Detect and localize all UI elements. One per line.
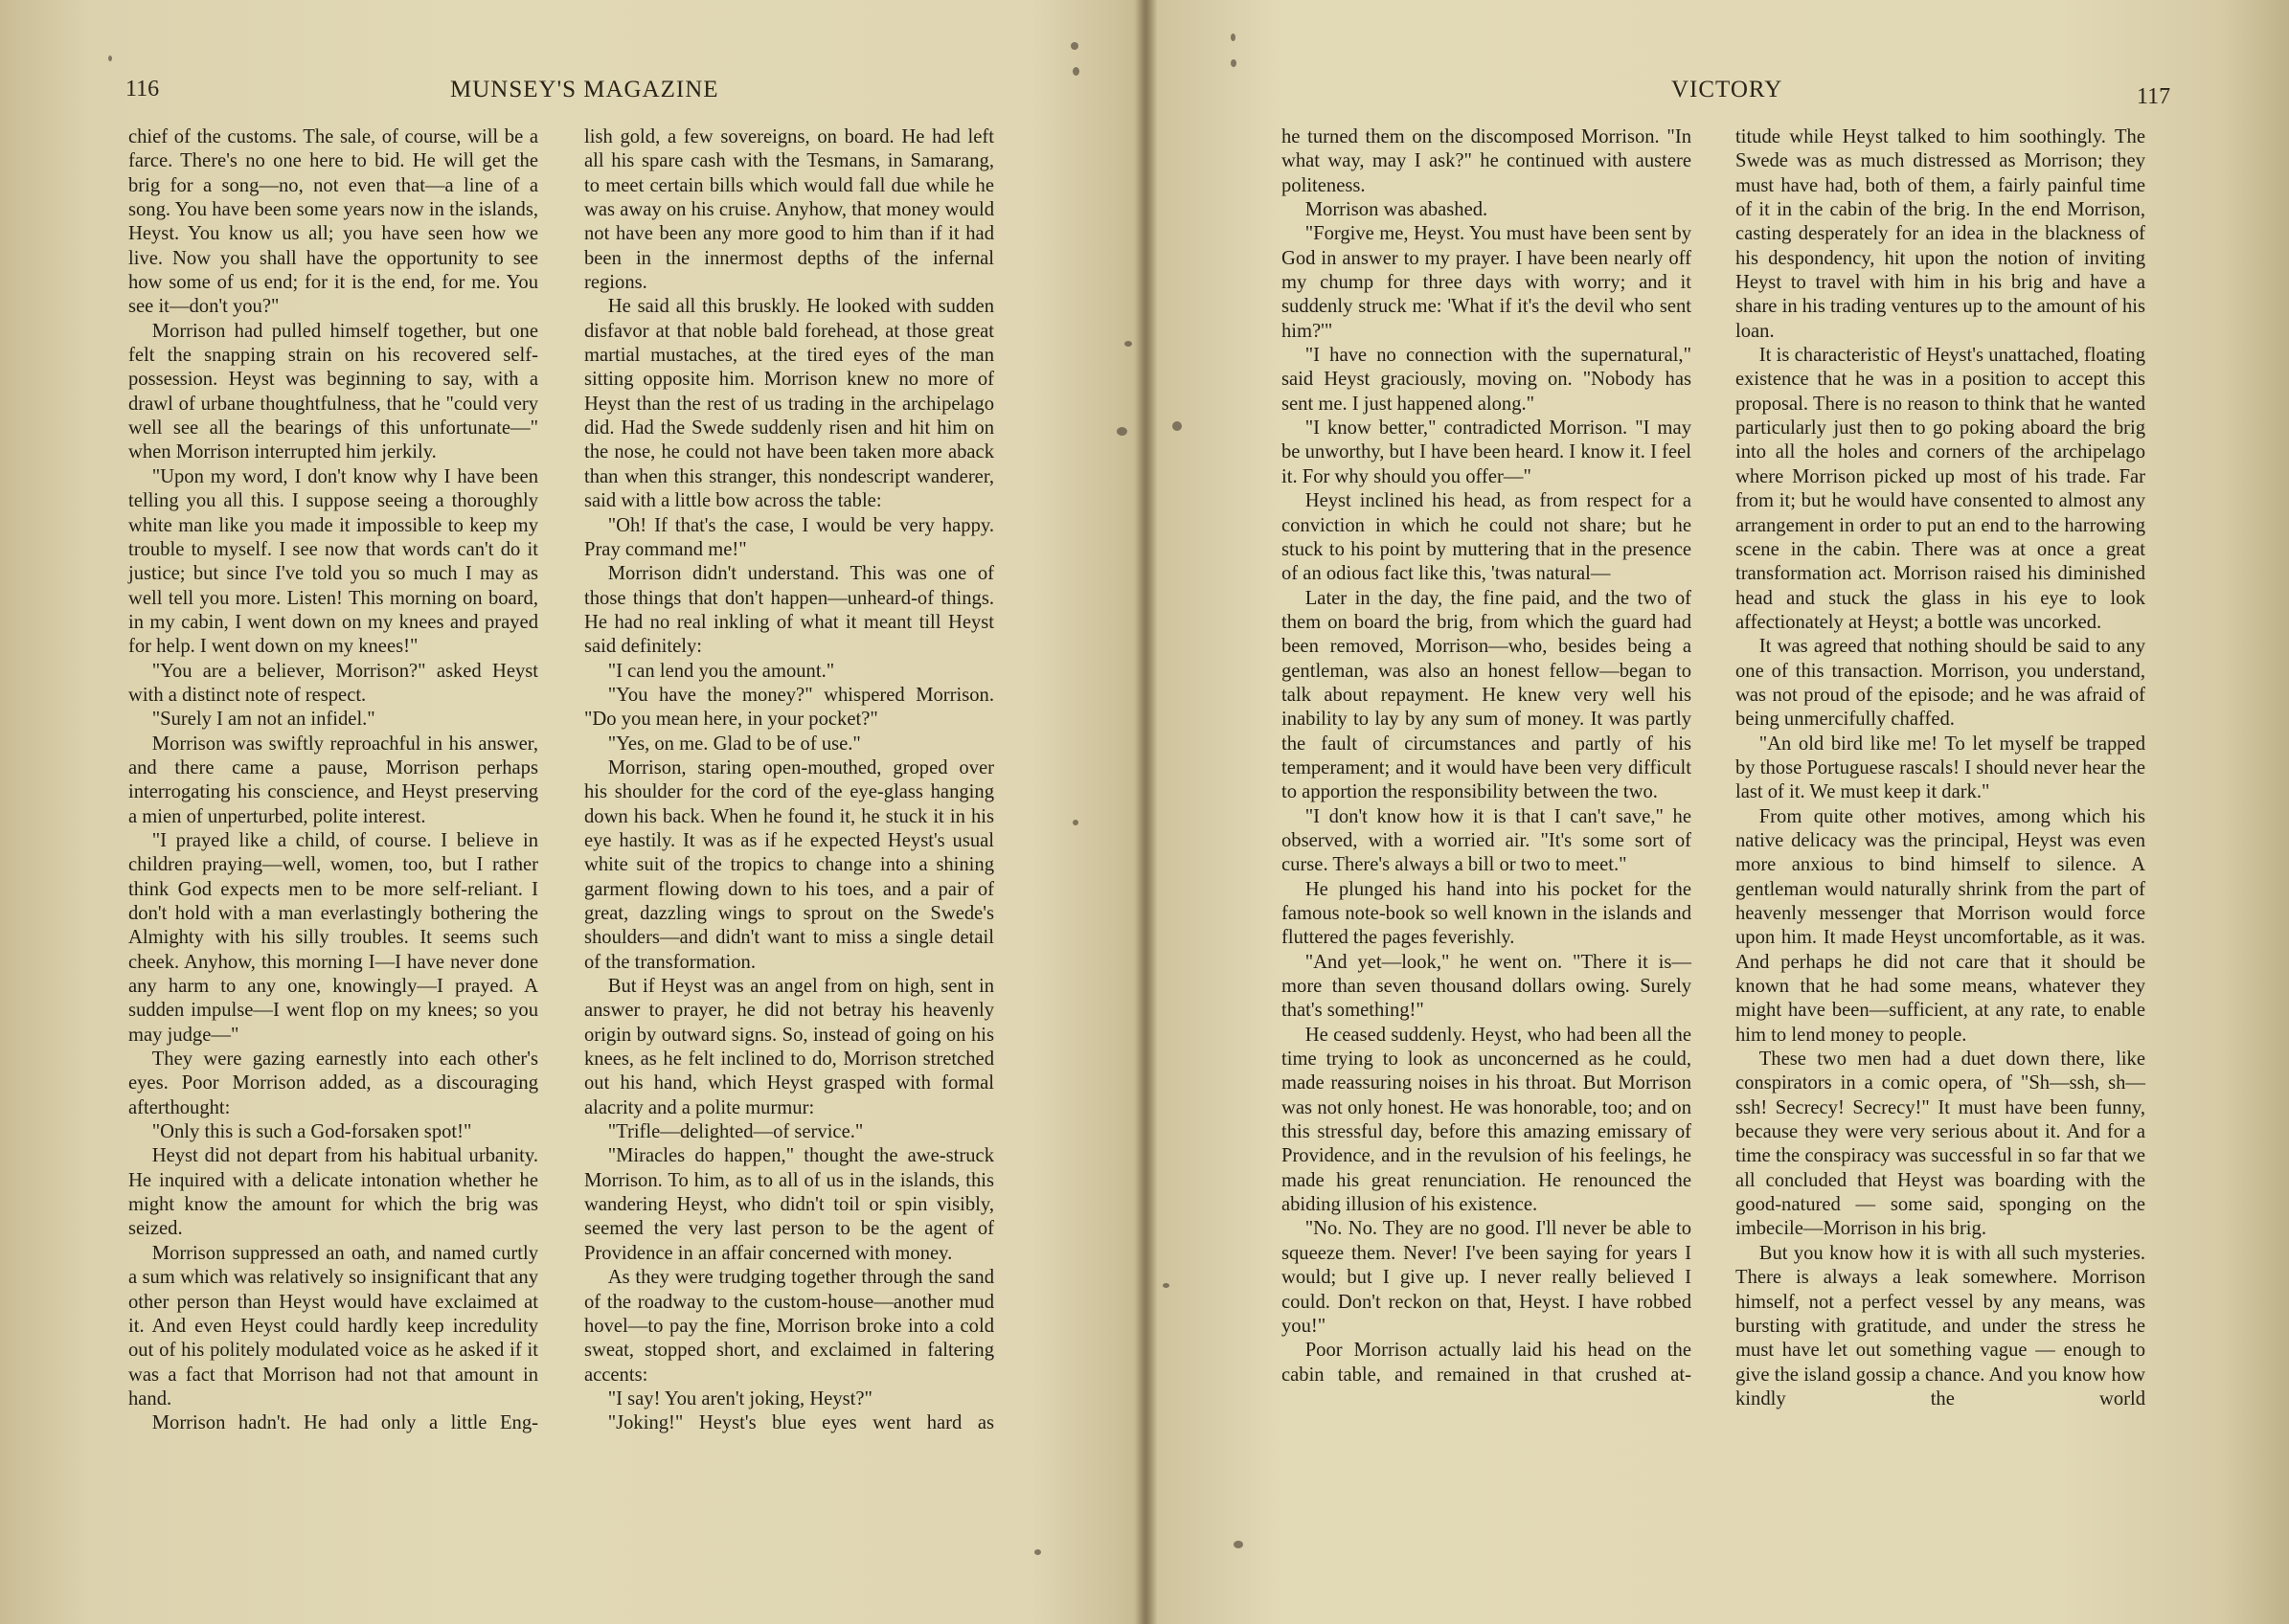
paragraph: "Trifle—delighted—of service." xyxy=(607,1121,864,1143)
text-column xyxy=(1281,125,1691,1387)
paragraph: "You are a believer, Morrison?" asked Heyst with a distinct note of respect. xyxy=(128,660,538,706)
running-head: VICTORY xyxy=(1671,77,1783,102)
paragraph: "I don't know how it is that I can't save," he observed, with a worried air. "It's some sort of curse. There's always a bill or two to meet." xyxy=(1281,805,1691,876)
paragraph: Poor Morrison actually laid his head on the cabin table, and remained in that crushed at- xyxy=(1281,1340,1691,1386)
paragraph: Morrison was swiftly reproachful in his answer, and there came a pause, Morrison perhaps interrogating his conscience, and Heyst preserving a mien of unperturbed, polite interest. xyxy=(128,733,538,827)
paragraph: Heyst did not depart from his habitual urbanity. He inquired with a delicate intonation whether he might know the amount for which the brig was seized. xyxy=(128,1145,538,1240)
paragraph: Morrison hadn't. He had only a little Eng- xyxy=(151,1412,538,1434)
paragraph: Heyst inclined his head, as from respect for a conviction in which he could not share; but he stuck to his point by muttering that in the presence of an odious fact like this, 'twas natural— xyxy=(1281,490,1691,585)
paper-speck xyxy=(1172,421,1182,431)
paragraph: "Miracles do happen," thought the awe-struck Morrison. To him, as to all of us in the islands, this wandering Heyst, who didn't toil or spin visibly, seemed the very last person to be the agent of Providence in an affair concerned with money. xyxy=(584,1145,994,1264)
text-column xyxy=(584,125,994,1436)
paper-speck xyxy=(1071,42,1078,50)
paper-speck xyxy=(1163,1283,1169,1288)
paragraph: "I know better," contradicted Morrison. "I may be unworthy, but I have been heard. I know it. I feel it. For why should you offer—" xyxy=(1281,417,1691,487)
paragraph: From quite other motives, among which his native delicacy was the principal, Heyst was even more anxious to bind himself to silence. A gentleman would naturally shrink from the part of heavenly messenger that Morrison would force upon him. It made Heyst uncomfortable, as it was. And perhaps he did not care that it should be known that he had some means, whatever they might have been—sufficient, at any rate, to enable him to lend money to people. xyxy=(1735,805,2145,1046)
paragraph: he turned them on the discomposed Morrison. "In what way, may I ask?" he continued with austere politeness. xyxy=(1281,126,1691,196)
paragraph: "Oh! If that's the case, I would be very happy. Pray command me!" xyxy=(584,514,994,560)
paragraph: As they were trudging together through the sand of the roadway to the custom-house—another mud hovel—to pay the fine, Morrison broke into a cold sweat, stopped short, and exclaimed in faltering accents: xyxy=(584,1267,994,1386)
paper-speck xyxy=(1034,1549,1041,1555)
paragraph: It is characteristic of Heyst's unattached, floating existence that he was in a position to accept this proposal. There is no reason to think that he wanted particularly just then to go poking aboard the brig into all the holes and corners of the archipelago where Morrison picked up most of his trade. Far from it; but he would have consented to almost any arrangement in order to put an end to the harrowing scene in the cabin. There was at once a great transformation act. Morrison raised his diminished head and stuck the glass in his eye to look affectionately at Heyst; a bottle was uncorked. xyxy=(1735,345,2145,633)
paragraph: lish gold, a few sovereigns, on board. He had left all his spare cash with the Tesmans, in Samarang, to meet certain bills which would fall due while he was away on his cruise. Anyhow, that money would not have been any more good to him than if it had been in the innermost depths of the infernal regions. xyxy=(584,126,994,294)
paragraph: Morrison was abashed. xyxy=(1304,199,1488,221)
paragraph: "And yet—look," he went on. "There it is—more than seven thousand dollars owing. Surely that's something!" xyxy=(1281,951,1691,1022)
paper-speck xyxy=(1124,341,1132,347)
paragraph: chief of the customs. The sale, of course, will be a farce. There's no one here to bid. He will get the brig for a song—no, not even that—a line of a song. You have been some years now in the islands, Heyst. You know us all; you have seen how we live. Now you shall have the opportunity to see how some of us end; for it is the end, for me. You see it—don't you?" xyxy=(128,126,538,318)
paper-speck xyxy=(1117,427,1127,436)
paper-speck xyxy=(1073,820,1078,825)
paragraph: "Forgive me, Heyst. You must have been sent by God in answer to my prayer. I have been nearly off my chump for three days with worry; and it suddenly struck me: 'What if it's the devil who sent him?'" xyxy=(1281,223,1691,342)
paragraph: "I can lend you the amount." xyxy=(607,660,835,682)
paragraph: "I have no connection with the supernatural," said Heyst graciously, moving on. "Nobody has sent me. I just happened along." xyxy=(1281,345,1691,415)
paragraph: It was agreed that nothing should be said to any one of this transaction. Morrison, you understand, was not proud of the episode; and he was afraid of being unmercifully chaffed. xyxy=(1735,636,2145,731)
text-column xyxy=(128,125,538,1436)
paragraph: But you know how it is with all such mysteries. There is always a leak somewhere. Morrison himself, not a perfect vessel by any means, was bursting with gratitude, and under the stress he must have let out something vague — enough to give the island gossip a chance. And you know how kindly the world xyxy=(1735,1242,2145,1410)
paragraph: "Upon my word, I don't know why I have been telling you all this. I suppose seeing a thoroughly white man like you made it impossible to keep my trouble to myself. I see now that words can't do it justice; but since I've told you so much I may as well tell you more. Listen! This morning on board, in my cabin, I went down on my knees and prayed for help. I went down on my knees!" xyxy=(128,465,538,658)
paper-speck xyxy=(1231,34,1235,41)
paragraph: "Surely I am not an infidel." xyxy=(151,709,375,731)
paragraph: Morrison, staring open-mouthed, groped over his shoulder for the cord of the eye-glass hanging down his back. When he found it, he stuck it in his eye hastily. It was as if he expected Heyst's usual white suit of the tropics to change into a shining garment flowing down to his toes, and a pair of great, dazzling wings to sprout on the Swede's shoulders—and didn't want to miss a single detail of the transformation. xyxy=(584,756,994,973)
paragraph: "Yes, on me. Glad to be of use." xyxy=(607,733,861,755)
paragraph: "You have the money?" whispered Morrison. "Do you mean here, in your pocket?" xyxy=(584,684,994,731)
text-column xyxy=(1735,125,2145,1411)
paper-speck xyxy=(1073,67,1079,76)
paragraph: "Joking!" Heyst's blue eyes went hard as xyxy=(607,1412,994,1434)
paper-speck xyxy=(1231,59,1236,67)
paragraph: "I say! You aren't joking, Heyst?" xyxy=(607,1387,873,1410)
page-number: 116 xyxy=(125,77,160,102)
paragraph: "An old bird like me! To let myself be trapped by those Portuguese rascals! I should never hear the last of it. We must keep it dark." xyxy=(1735,733,2145,803)
running-head: MUNSEY'S MAGAZINE xyxy=(450,77,719,102)
paragraph: Morrison suppressed an oath, and named curtly a sum which was relatively so insignificant that any other person than Heyst would have exclaimed at it. And even Heyst could hardly keep incredulity out of his politely modulated voice as he asked if it was a fact that Morrison had not that amount in hand. xyxy=(128,1242,538,1410)
paragraph: He ceased suddenly. Heyst, who had been all the time trying to look as unconcerned as he could, made reassuring noises in his throat. But Morrison was not only honest. He was honorable, too; and on this stressful day, before this amazing emissary of Providence, and in the revulsion of his feelings, he made his great renunciation. He renounced the abiding illusion of his existence. xyxy=(1281,1024,1691,1216)
paragraph: "I prayed like a child, of course. I believe in children praying—well, women, too, but I rather think God expects men to be more self-reliant. I don't hold with a man everlastingly bothering the Almighty with his silly troubles. It seems such cheek. Anyhow, this morning I—I have never done any harm to any one, knowingly—I prayed. A sudden impulse—I went flop on my knees; so you may judge—" xyxy=(128,829,538,1046)
page-number: 117 xyxy=(2137,84,2171,109)
paragraph: "Only this is such a God-forsaken spot!" xyxy=(151,1121,472,1143)
paragraph: He plunged his hand into his pocket for the famous note-book so well known in the islands and fluttered the pages feverishly. xyxy=(1281,878,1691,949)
right-page xyxy=(1145,0,2289,1624)
paper-speck xyxy=(108,56,112,61)
paragraph: titude while Heyst talked to him soothingly. The Swede was as much distressed as Morrison; they must have had, both of them, a fairly painful time of it in the cabin of the brig. In the end Morrison, casting desperately for an idea in the blackness of his despondency, hit upon the notion of inviting Heyst to travel with him in his brig and have a share in his trading ventures up to the amount of his loan. xyxy=(1735,126,2145,342)
paragraph: But if Heyst was an angel from on high, sent in answer to prayer, he did not betray his heavenly origin by outward signs. So, instead of going on his knees, as he felt inclined to do, Morrison stretched out his hand, which Heyst grasped with formal alacrity and a polite murmur: xyxy=(584,976,994,1118)
paragraph: They were gazing earnestly into each other's eyes. Poor Morrison added, as a discouraging afterthought: xyxy=(128,1049,538,1118)
paragraph: Morrison had pulled himself together, but one felt the snapping strain on his recovered self-possession. Heyst was beginning to say, with a drawl of urbane thoughtfulness, that he "could very well see all the bearings of this unfortunate—" when Morrison interrupted him jerkily. xyxy=(128,320,538,463)
paragraph: These two men had a duet down there, like conspirators in a comic opera, of "Sh—ssh, sh—ssh! Secrecy! Secrecy!" It must have been funny, because they were very serious about it. And for a time the conspiracy was successful in so far that we all concluded that Heyst was boarding with the good-natured — some said, sponging on the imbecile—Morrison in his brig. xyxy=(1735,1049,2145,1240)
paragraph: Later in the day, the fine paid, and the two of them on board the brig, from which the guard had been removed, Morrison—who, besides being a gentleman, was also an honest fellow—began to talk about repayment. He knew very well his inability to lay by any sum of money. It was partly the fault of circumstances and partly of his temperament; and it would have been very difficult to apportion the responsibility between the two. xyxy=(1281,587,1691,803)
paper-speck xyxy=(1234,1541,1243,1548)
paragraph: "No. No. They are no good. I'll never be able to squeeze them. Never! I've been saying for years I would; but I give up. I never really believed I could. Don't reckon on that, Heyst. I have robbed you!" xyxy=(1281,1218,1691,1337)
paragraph: Morrison didn't understand. This was one of those things that don't happen—unheard-of things. He had no real inkling of what it meant till Heyst said definitely: xyxy=(584,563,994,658)
paragraph: He said all this bruskly. He looked with sudden disfavor at that noble bald forehead, at those great martial mustaches, at the tired eyes of the man sitting opposite him. Morrison knew no more of Heyst than the rest of us trading in the archipelago did. Had the Swede suddenly risen and hit him on the nose, he could not have been taken more aback than when this stranger, this nondescript wanderer, said with a little bow across the table: xyxy=(584,296,994,512)
